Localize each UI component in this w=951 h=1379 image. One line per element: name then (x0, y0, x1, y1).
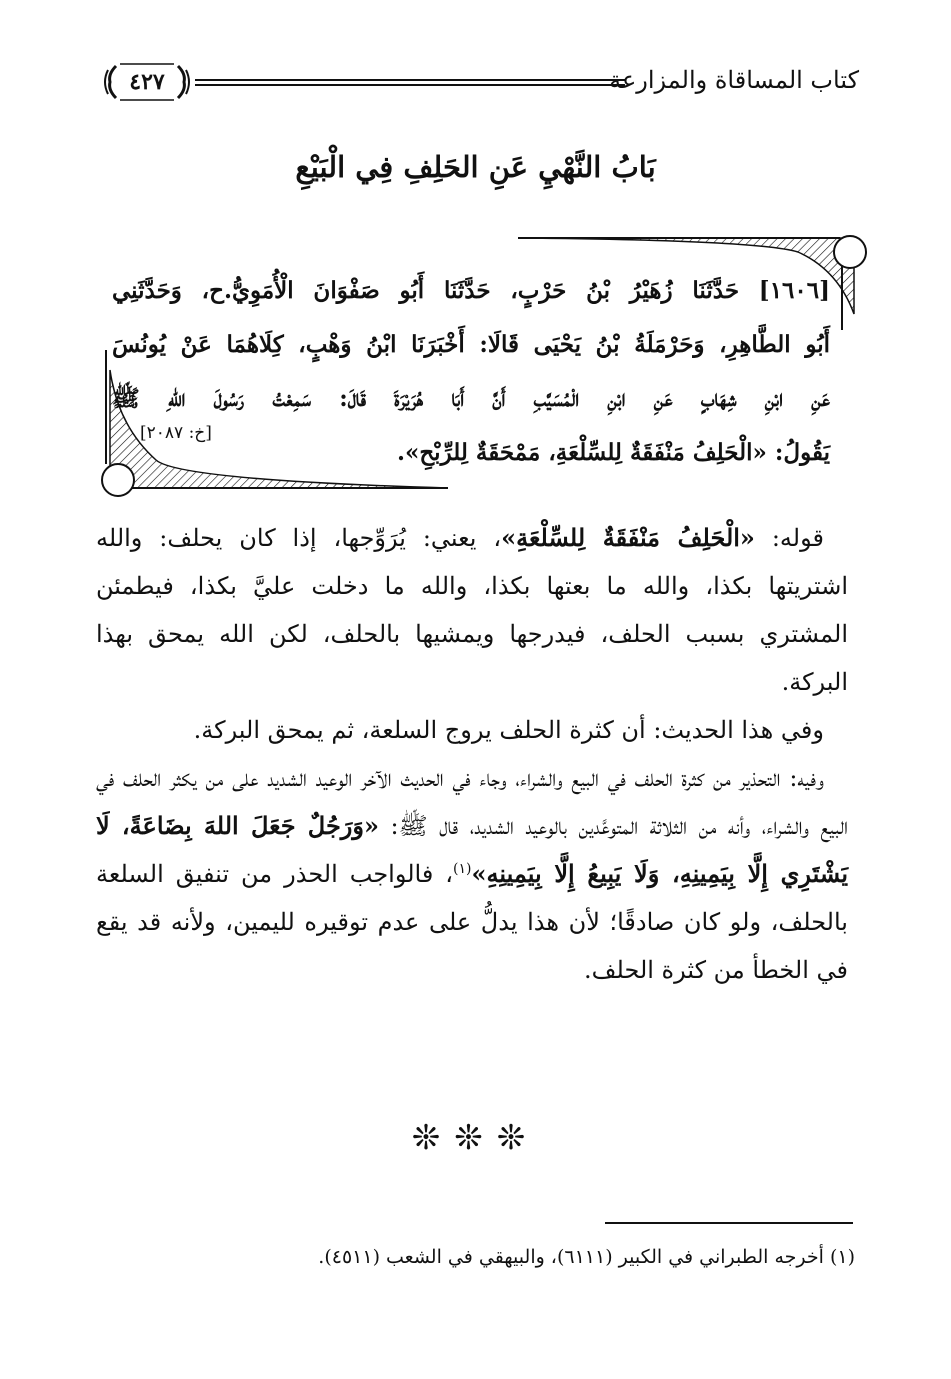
commentary (96, 514, 848, 994)
running-title: كتاب المساقاة والمزارعة (609, 66, 859, 94)
commentary-text: ، فالواجب الحذر من تنفيق السلعة بالحلف، ولو كان صادقًا؛ لأن هذا يدلُّ على عدم توقيره لليمين، ولأنه قد يقع في الخطأ من كثرة الحلف. (96, 860, 848, 984)
hadith-line: يَقُولُ: «الْحَلِفُ مَنْفَقَةٌ لِلسِّلْعَةِ، مَمْحَقَةٌ لِلرِّبْحِ». (396, 439, 830, 466)
hadith-reference: [خ: ٢٠٨٧] (140, 423, 212, 443)
commentary-paragraph (96, 514, 848, 706)
commentary-text: وفيه: التحذير من كثرة الحلف في البيع والشراء، وجاء في الحديث الآخر الوعيد الشديد على من يكثر الحلف في البيع والشراء، وأنه من الثلاثة المتوعَّدين بالوعيد الشديد، قال ﷺ: (96, 764, 849, 840)
hadith-line: [١٦٠٦] حَدَّثَنَا زُهَيْرُ بْنُ حَرْبٍ، حَدَّثَنَا أَبُو صَفْوَانَ الْأُمَوِيُّ.ح، وَحَدَّثَنِي (112, 277, 830, 304)
quoted-phrase: «الْحَلِفُ مَنْفَقَةٌ لِلسِّلْعَةِ» (501, 523, 755, 552)
hadith-line: أَبُو الطَّاهِرِ، وَحَرْمَلَةُ بْنُ يَحْيَى قَالَا: أَخْبَرَنَا ابْنُ وَهْبٍ، كِلَاهُمَا عَنْ يُونُسَ (112, 331, 830, 358)
commentary-label: قوله: (754, 524, 824, 552)
quoted-hadith: «وَرَجُلٌ جَعَلَ اللهَ بِضَاعَةً، لَا يَشْتَرِي إِلَّا بِيَمِينِهِ، وَلَا يَبِيعُ إِلَّا بِيَمِينِهِ» (96, 811, 849, 888)
hadith-line: عَنِ ابْنِ شِهَابٍ عَنِ ابْنِ الْمُسَيَّبِ أَنَّ أَبَا هُرَيْرَةَ قَالَ: سَمِعْتُ رَسُولَ اللهِ ﷺ (112, 385, 830, 412)
footnote-marker[interactable]: (١) (453, 861, 472, 877)
hadith-text (112, 264, 830, 480)
commentary-paragraph: وفي هذا الحديث: أن كثرة الحلف يروج السلعة، ثم يمحق البركة. (193, 716, 824, 744)
footnote-rule (605, 1222, 853, 1224)
commentary-text: ، يعني: يُرَوِّجها، إذا كان يحلف: والله اشتريتها بكذا، والله ما بعتها بكذا، والله ما دخلت عليَّ بكذا، فيطمئن المشتري بسبب الحلف، فيدرجها ويمشيها بالحلف، لكن الله يمحق بهذا البركة. (96, 524, 848, 696)
page-number: ٤٢٧ (129, 69, 165, 95)
section-ornament: ❊❊❊ (411, 1118, 540, 1158)
chapter-title: بَابُ النَّهْيِ عَنِ الحَلِفِ فِي الْبَيْعِ (295, 150, 656, 184)
header-rule (195, 79, 625, 86)
commentary-paragraph (96, 754, 848, 994)
footnote: (١) أخرجه الطبراني في الكبير (٦١١١)، والبيهقي في الشعب (٤٥١١). (318, 1246, 855, 1268)
